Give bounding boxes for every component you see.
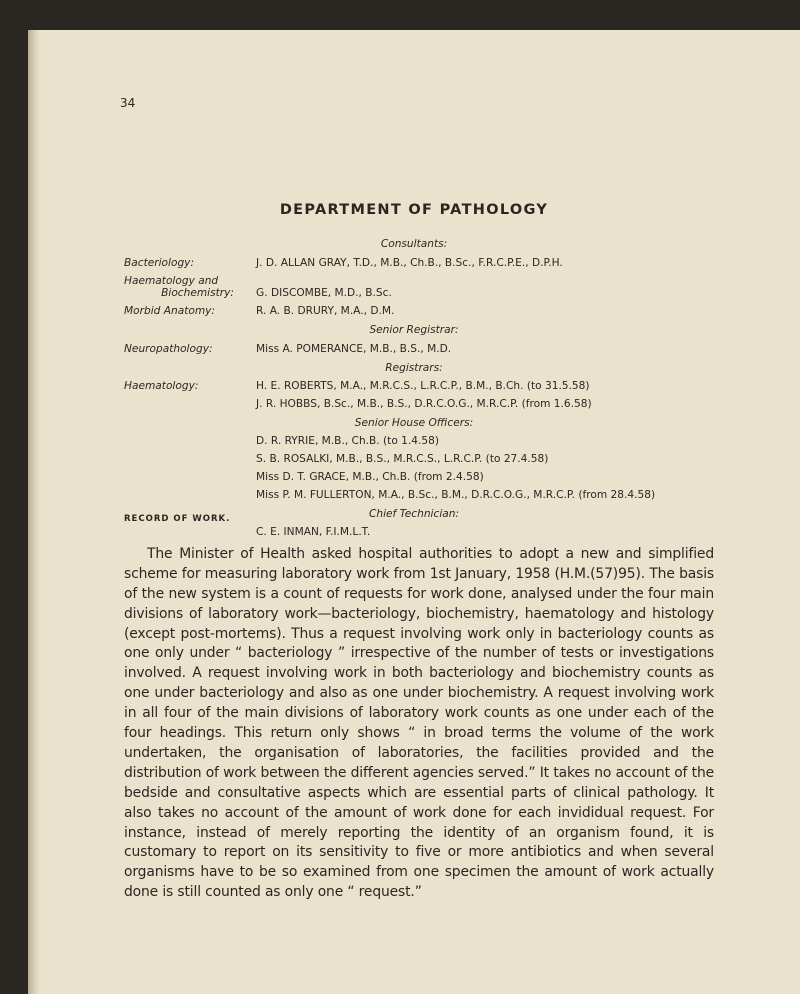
document-page [28, 30, 800, 994]
record-heading: RECORD OF WORK. [124, 514, 231, 524]
chief-technician-heading: Chief Technician: [368, 508, 460, 520]
registrar-2: J. R. HOBBS, B.Sc., M.B., B.S., D.R.C.O.G., M.R.C.P. (from 1.6.58) [256, 398, 592, 410]
record-paragraph: The Minister of Health asked hospital authorities to adopt a new and simplified scheme for measuring laboratory work from 1st January, 1958 (H.M.(57)95). The basis of the new system is a count of requests for work done, analysed under the four main divisions of laboratory work—bacteriology, biochemistry, haematology and histology (except post-mortems). Thus a request involving work only in bacteriology counts as one only under “ bacteriology ” irrespective of the number of tests or investigations involved. A request involving work in both bacteriology and biochemistry counts as one under bacteriology and also as one under biochemistry. A request involving work in all four of the main divisions of laboratory work counts as one under each of the four headings. This return only shows “ in broad terms the volume of the work undertaken, the organisation of laboratories, the facilities provided and the distribution of work between the different agencies served.” It takes no account of the bedside and consultative aspects which are essential parts of clinical pathology. It also takes no account of the amount of work done for each invididual request. For instance, instead of merely reporting the identity of an organism found, it is customary to report on its sensitivity to five or more antibiotics and when several organisms have to be so examined from one specimen the amount of work actually done is still counted as only one “ request.” [124, 545, 714, 901]
consultants-heading: Consultants: [380, 238, 448, 250]
label-bacteriology: Bacteriology: [124, 257, 195, 269]
page-number: 34 [120, 96, 136, 110]
sho-2: S. B. ROSALKI, M.B., B.S., M.R.C.S., L.R.C.P. (to 27.4.58) [256, 453, 549, 465]
label-morbid-anatomy: Morbid Anatomy: [124, 305, 215, 317]
registrar-1: H. E. ROBERTS, M.A., M.R.C.S., L.R.C.P., B.M., B.Ch. (to 31.5.58) [256, 380, 590, 392]
sho-1: D. R. RYRIE, M.B., Ch.B. (to 1.4.58) [256, 435, 440, 447]
consultant-3: R. A. B. DRURY, M.A., D.M. [256, 305, 395, 317]
registrars-heading: Registrars: [385, 362, 443, 374]
page-title: DEPARTMENT OF PATHOLOGY [279, 202, 549, 218]
consultant-2: G. DISCOMBE, M.D., B.Sc. [256, 287, 392, 299]
label-biochemistry: Biochemistry: [161, 287, 234, 299]
senior-registrar: Miss A. POMERANCE, M.B., B.S., M.D. [256, 343, 452, 355]
label-haematology-and: Haematology and [124, 275, 219, 287]
sho-heading: Senior House Officers: [354, 417, 474, 429]
consultant-1: J. D. ALLAN GRAY, T.D., M.B., Ch.B., B.Sc., F.R.C.P.E., D.P.H. [256, 257, 563, 269]
senior-registrar-heading: Senior Registrar: [369, 324, 459, 336]
label-neuropathology: Neuropathology: [124, 343, 213, 355]
chief-technician: C. E. INMAN, F.I.M.L.T. [256, 526, 371, 538]
sho-3: Miss D. T. GRACE, M.B., Ch.B. (from 2.4.58) [256, 471, 484, 483]
sho-4: Miss P. M. FULLERTON, M.A., B.Sc., B.M., D.R.C.O.G., M.R.C.P. (from 28.4.58) [256, 489, 656, 501]
label-haematology: Haematology: [124, 380, 199, 392]
